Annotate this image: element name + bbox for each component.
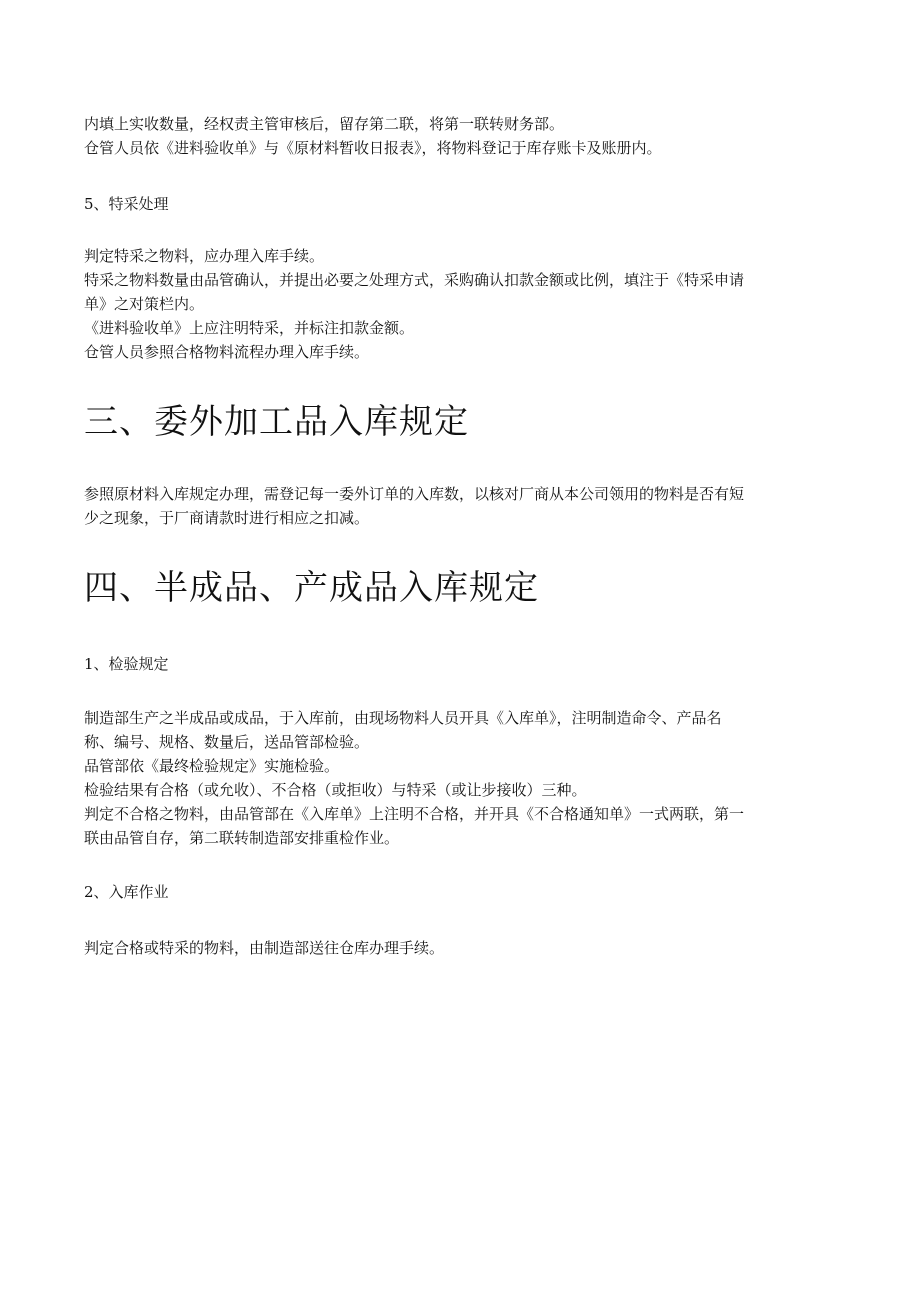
inspection-p1-line-2: 称、编号、规格、数量后，送品管部检验。 [84, 733, 370, 751]
inspection-body [84, 706, 744, 850]
special-purchase-p4: 仓管人员参照合格物料流程办理入库手续。 [84, 343, 370, 361]
special-purchase-p3: 《进料验收单》上应注明特采，并标注扣款金额。 [84, 319, 415, 337]
intro-block [84, 112, 662, 160]
inspection-p4-line-2: 联由品管自存，第二联转制造部安排重检作业。 [84, 829, 400, 847]
inspection-p3: 检验结果有合格（或允收）、不合格（或拒收）与特采（或让步接收）三种。 [84, 781, 587, 799]
intro-line-1: 内填上实收数量，经权责主管审核后，留存第二联，将第一联转财务部。 [84, 115, 565, 133]
section-3-p1-line-1: 参照原材料入库规定办理，需登记每一委外订单的入库数，以核对厂商从本公司领用的物料是否有短 [84, 485, 745, 503]
special-purchase-body [84, 244, 744, 364]
inspection-p1-line-1: 制造部生产之半成品或成品，于入库前，由现场物料人员开具《入库单》，注明制造命令、产品名 [84, 709, 722, 727]
special-purchase-p2-line-1: 特采之物料数量由品管确认，并提出必要之处理方式，采购确认扣款金额或比例，填注于《特采申请 [84, 271, 745, 289]
section-3-p1-line-2: 少之现象，于厂商请款时进行相应之扣减。 [84, 509, 370, 527]
intro-line-2: 仓管人员依《进料验收单》与《原材料暂收日报表》，将物料登记于库存账卡及账册内。 [84, 139, 662, 157]
inspection-p2: 品管部依《最终检验规定》实施检验。 [84, 757, 340, 775]
warehousing-title: 2、入库作业 [84, 883, 169, 901]
section-4-heading: 四、半成品、产成品入库规定 [84, 568, 539, 608]
warehousing-p1: 判定合格或特采的物料，由制造部送往仓库办理手续。 [84, 939, 445, 957]
warehousing-body [84, 936, 444, 960]
special-purchase-p1: 判定特采之物料，应办理入库手续。 [84, 247, 325, 265]
special-purchase-title: 5、特采处理 [84, 195, 169, 213]
section-3-heading: 三、委外加工品入库规定 [84, 402, 469, 442]
special-purchase-p2-line-2: 单》之对策栏内。 [84, 295, 205, 313]
inspection-title: 1、检验规定 [84, 655, 169, 673]
section-3-body [84, 482, 744, 530]
inspection-p4-line-1: 判定不合格之物料，由品管部在《入库单》上注明不合格，并开具《不合格通知单》一式两联，第一 [84, 805, 745, 823]
